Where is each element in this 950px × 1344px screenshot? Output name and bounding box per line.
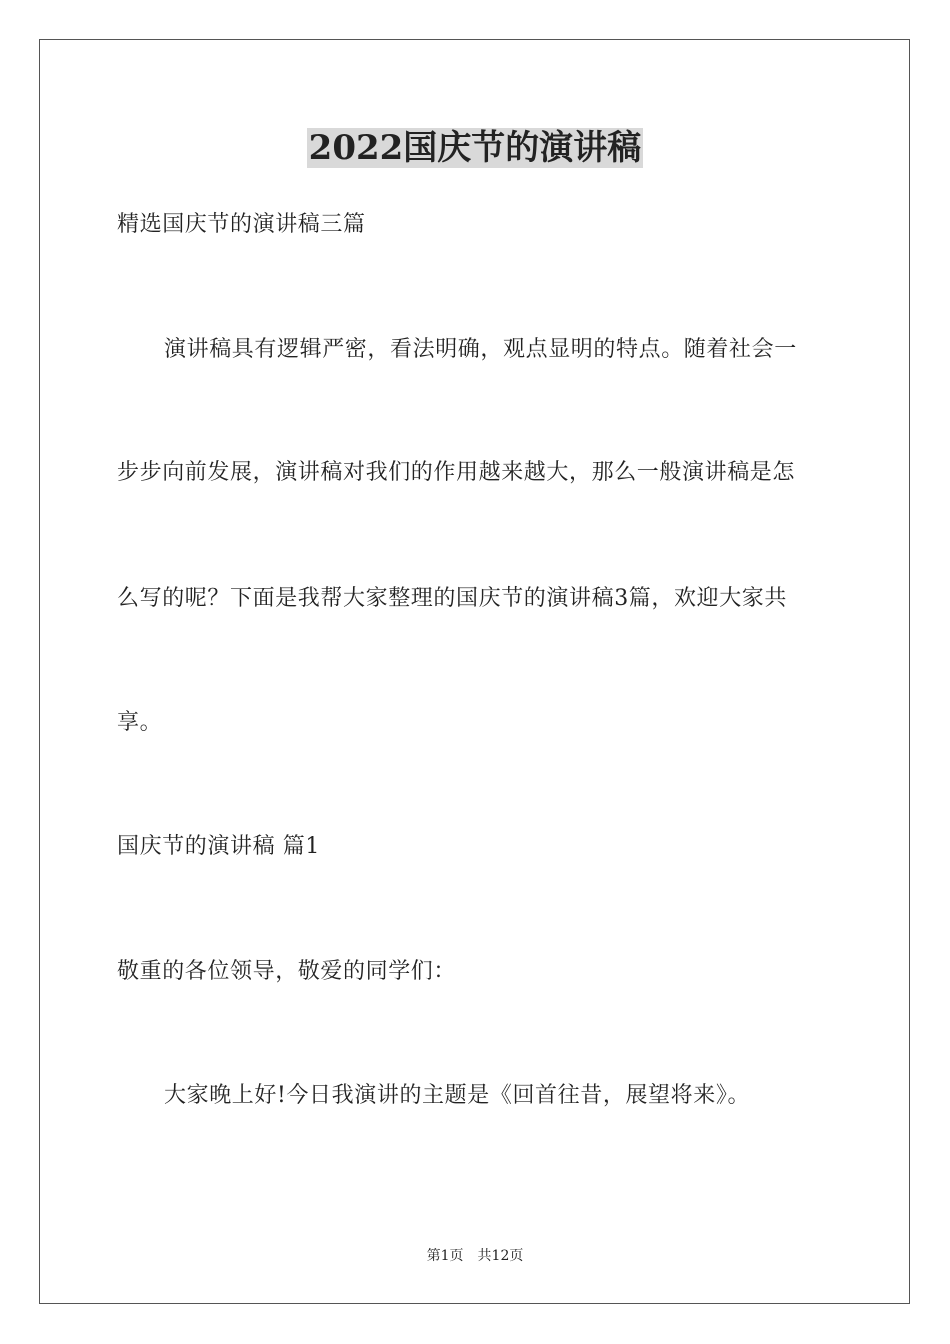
- document-title: [0, 126, 950, 170]
- intro-line-4: 享。: [117, 710, 163, 735]
- intro-line-2: 步步向前发展，演讲稿对我们的作用越来越大，那么一般演讲稿是怎: [117, 460, 796, 485]
- document-subtitle: 精选国庆节的演讲稿三篇: [117, 212, 366, 237]
- page-footer: 第1页 共12页: [426, 1248, 524, 1264]
- intro-line-1: 演讲稿具有逻辑严密，看法明确，观点显明的特点。随着社会一: [164, 337, 797, 362]
- document-title-text: 2022国庆节的演讲稿: [308, 128, 642, 168]
- salutation: 敬重的各位领导，敬爱的同学们：: [117, 959, 457, 984]
- section-heading: 国庆节的演讲稿 篇1: [117, 834, 320, 859]
- intro-line-3: 么写的呢？下面是我帮大家整理的国庆节的演讲稿3篇，欢迎大家共: [117, 586, 787, 611]
- body-line-1: 大家晚上好!今日我演讲的主题是《回首往昔，展望将来》。: [164, 1083, 751, 1108]
